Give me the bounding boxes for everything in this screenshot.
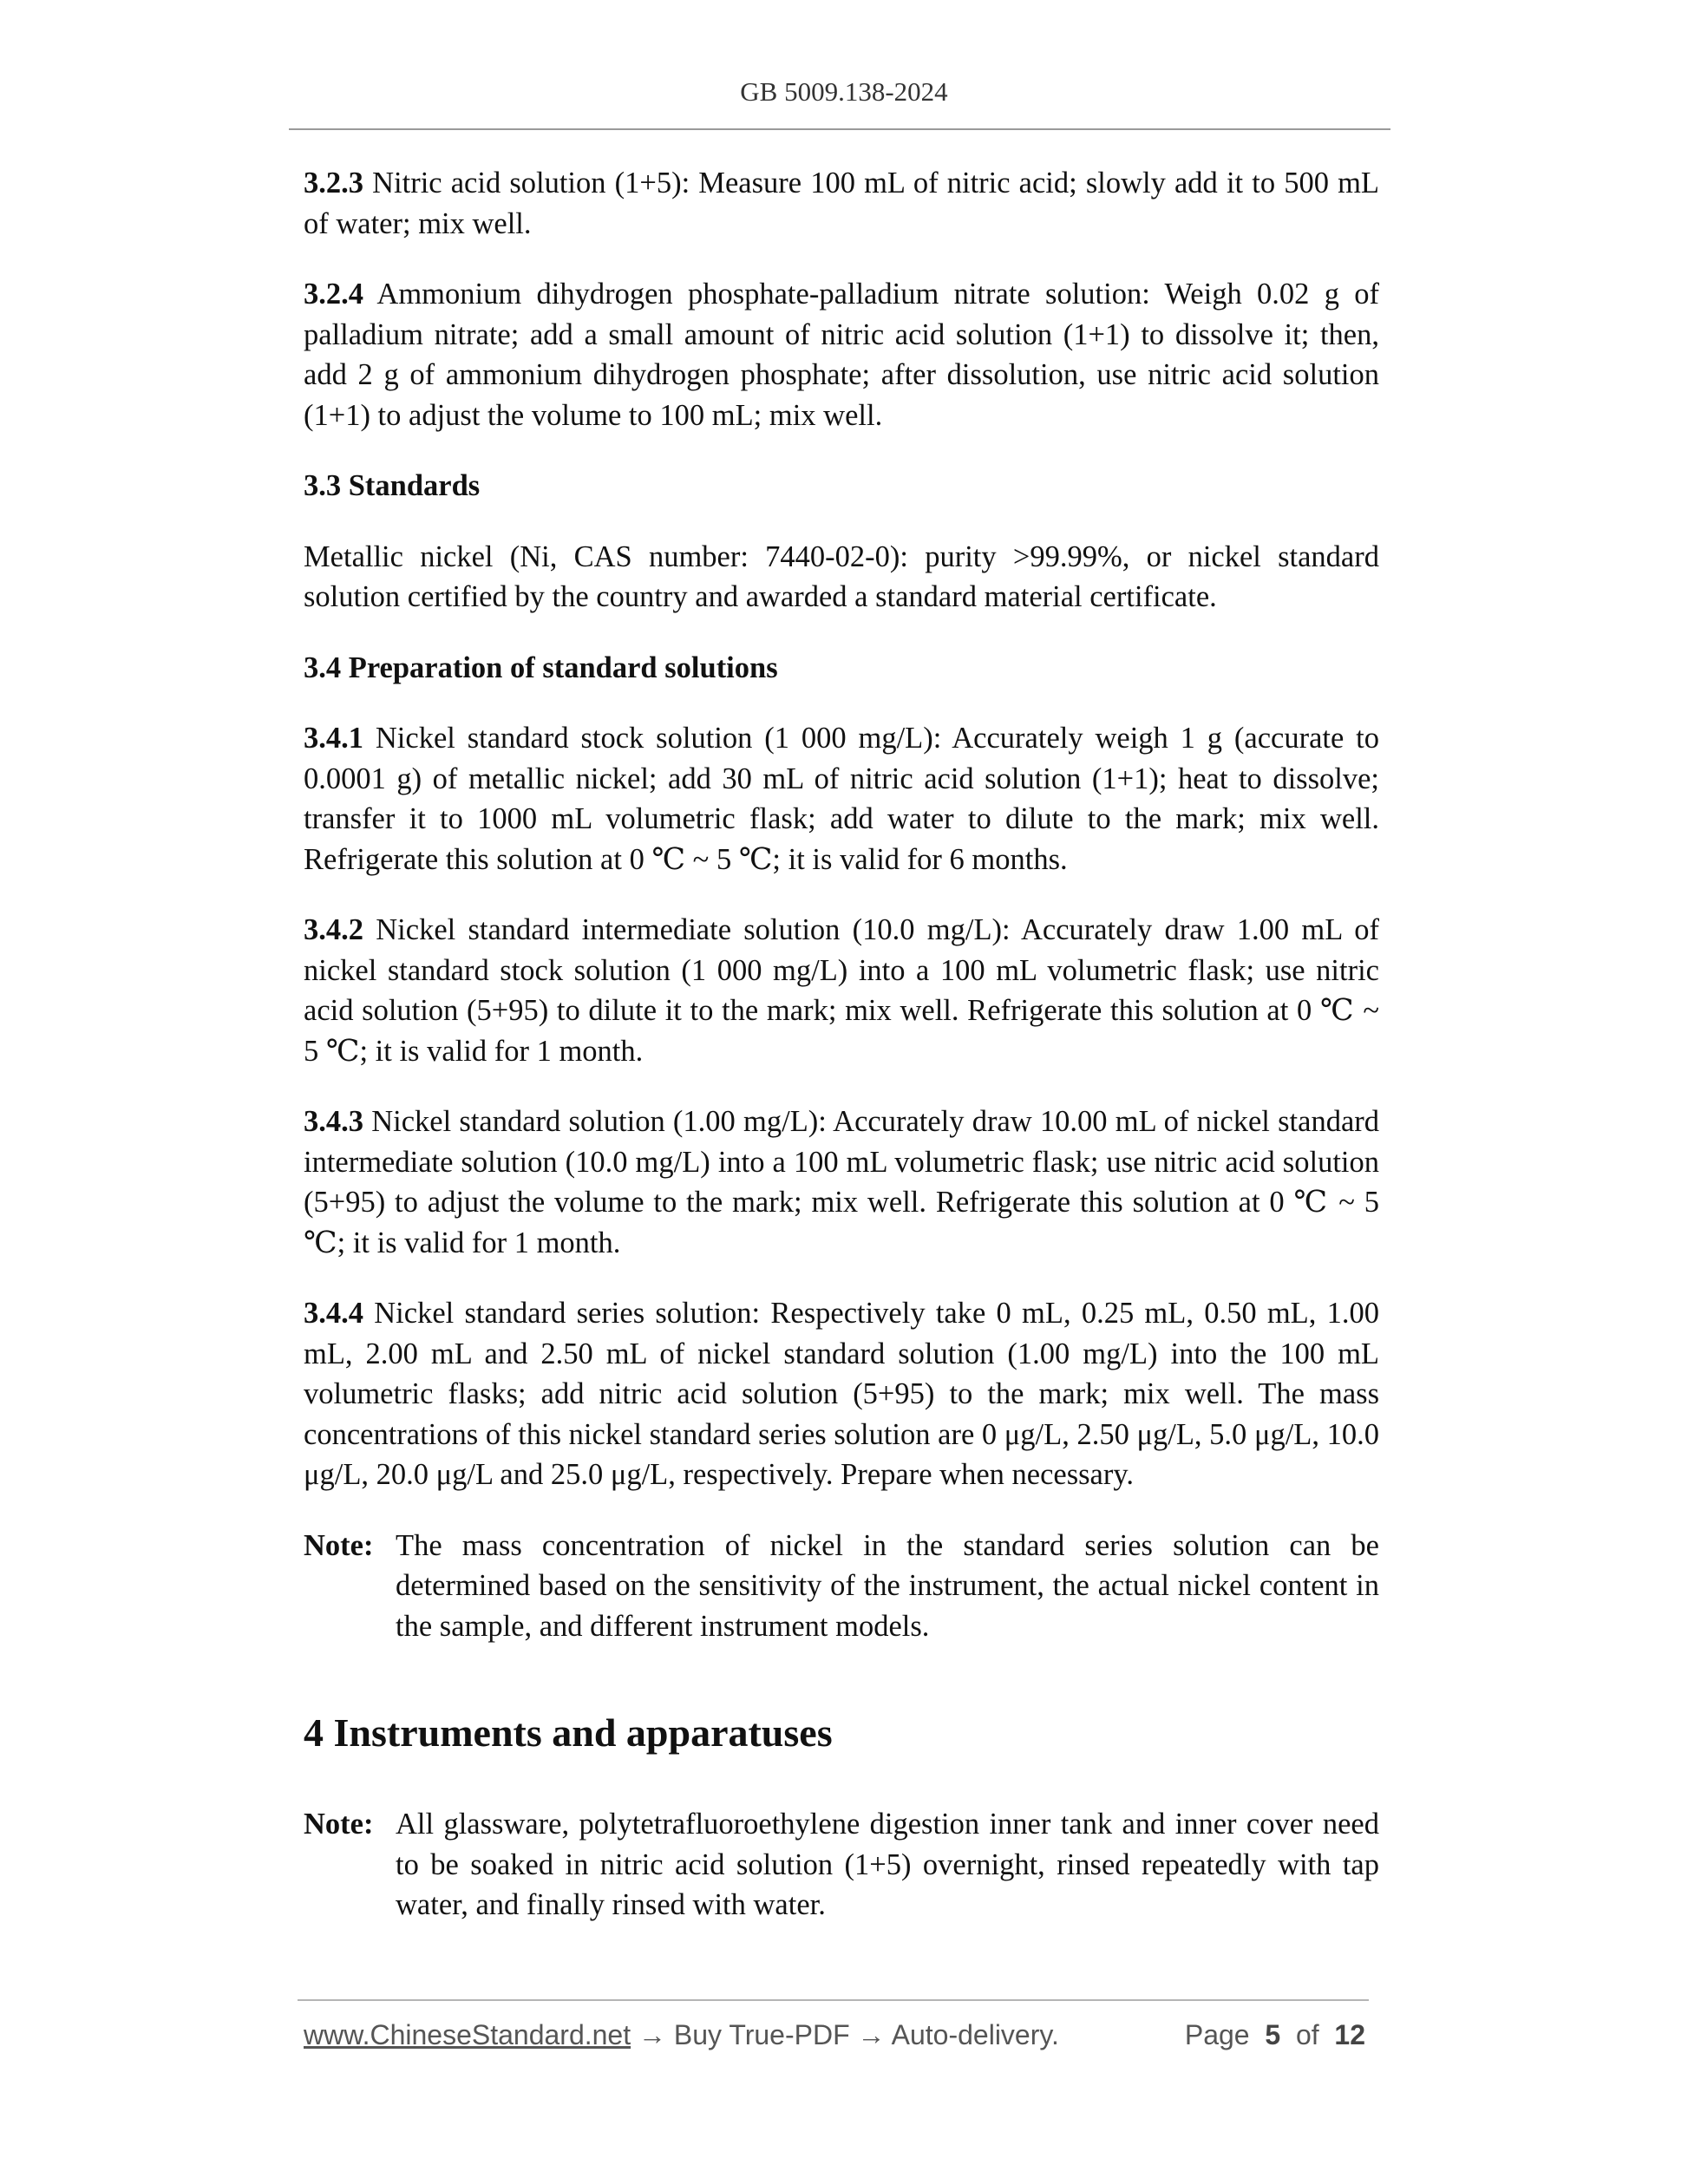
section-number: 3.4.3 xyxy=(304,1105,363,1138)
page-content xyxy=(304,163,1379,1956)
section-number: 3.2.3 xyxy=(304,167,363,199)
page-label: Page xyxy=(1184,2019,1250,2050)
section-text: Nickel standard stock solution (1 000 mg/L): Accurately weigh 1 g (accurate to 0.0001 g) of metallic nickel; add 30 mL of nitric acid solution (1+1); heat to dissolve; transfer it to 1000 mL volumetric flask; add water to dilute to the mark; mix well. Refrigerate this solution at 0 ℃ ~ 5 ℃; it is valid for 6 months. xyxy=(304,722,1379,876)
footer-promo xyxy=(304,2019,1059,2051)
buy-pdf-text: Buy True-PDF xyxy=(673,2019,850,2050)
section-number: 3.4.1 xyxy=(304,722,363,755)
auto-delivery-text: Auto-delivery. xyxy=(891,2019,1059,2050)
section-number: 3.2.4 xyxy=(304,278,363,311)
section-3-2-4 xyxy=(304,274,1379,435)
arrow-right-icon: → xyxy=(638,2019,666,2050)
section-number: 3.4.4 xyxy=(304,1297,363,1330)
section-3-2-3 xyxy=(304,163,1379,244)
page-footer xyxy=(304,2019,1369,2057)
note-label: Note: xyxy=(304,1528,374,1562)
heading-3-4-preparation: 3.4 Preparation of standard solutions xyxy=(304,651,778,684)
of-label: of xyxy=(1295,2019,1319,2050)
section-3-4-2 xyxy=(304,910,1379,1071)
page-total: 12 xyxy=(1334,2019,1365,2050)
note-standard-series xyxy=(304,1526,1379,1647)
note-text: All glassware, polytetrafluoroethylene digestion inner tank and inner cover need to be soaked in nitric acid solution (1+5) overnight, rinsed repeatedly with tap water, and finally rinsed with water. xyxy=(396,1808,1379,1921)
footer-divider xyxy=(298,1999,1369,2001)
website-link[interactable]: www.ChineseStandard.net xyxy=(304,2019,631,2050)
section-text: Nickel standard solution (1.00 mg/L): Accurately draw 10.00 mL of nickel standard intermediate solution (10.0 mg/L) into a 100 mL volumetric flask; use nitric acid solution (5+95) to adjust the volume to the mark; mix well. Refrigerate this solution at 0 ℃ ~ 5 ℃; it is valid for 1 month. xyxy=(304,1105,1379,1259)
section-number: 3.4.2 xyxy=(304,913,363,946)
page-number: 5 xyxy=(1265,2019,1281,2050)
page-indicator xyxy=(1185,2019,1365,2051)
section-text: Nickel standard intermediate solution (10.0 mg/L): Accurately draw 1.00 mL of nickel standard stock solution (1 000 mg/L) into a 100 mL volumetric flask; use nitric acid solution (5+95) to dilute it to the mark; mix well. Refrigerate this solution at 0 ℃ ~ 5 ℃; it is valid for 1 month. xyxy=(304,913,1379,1068)
document-header: GB 5009.138-2024 xyxy=(740,76,948,107)
heading-4-instruments: 4 Instruments and apparatuses xyxy=(304,1710,833,1755)
section-3-4-4 xyxy=(304,1293,1379,1495)
header-divider xyxy=(289,128,1390,130)
section-text: Nickel standard series solution: Respectively take 0 mL, 0.25 mL, 0.50 mL, 1.00 mL, 2.00 mL and 2.50 mL of nickel standard solution (1.00 mg/L) into the 100 mL volumetric flasks; add nitric acid solution (5+95) to the mark; mix well. The mass concentrations of this nickel standard series solution are 0 μg/L, 2.50 μg/L, 5.0 μg/L, 10.0 μg/L, 20.0 μg/L and 25.0 μg/L, respectively. Prepare when necessary. xyxy=(304,1297,1379,1491)
section-3-4-3 xyxy=(304,1102,1379,1263)
section-3-3-text: Metallic nickel (Ni, CAS number: 7440-02-0): purity >99.99%, or nickel standard solution certified by the country and awarded a standard material certificate. xyxy=(304,539,1379,613)
section-text: Ammonium dihydrogen phosphate-palladium nitrate solution: Weigh 0.02 g of palladium nitrate; add a small amount of nitric acid solution (1+1) to dissolve it; then, add 2 g of ammonium dihydrogen phosphate; after dissolution, use nitric acid solution (1+1) to adjust the volume to 100 mL; mix well. xyxy=(304,278,1379,432)
section-3-4-1 xyxy=(304,718,1379,879)
note-label: Note: xyxy=(304,1808,374,1841)
section-text: Nitric acid solution (1+5): Measure 100 mL of nitric acid; slowly add it to 500 mL of water; mix well. xyxy=(304,167,1380,240)
note-glassware xyxy=(304,1804,1379,1926)
heading-3-3-standards: 3.3 Standards xyxy=(304,469,481,502)
note-text: The mass concentration of nickel in the standard series solution can be determined based on the sensitivity of the instrument, the actual nickel content in the sample, and different instrument models. xyxy=(396,1528,1379,1643)
arrow-right-icon: → xyxy=(857,2019,886,2050)
